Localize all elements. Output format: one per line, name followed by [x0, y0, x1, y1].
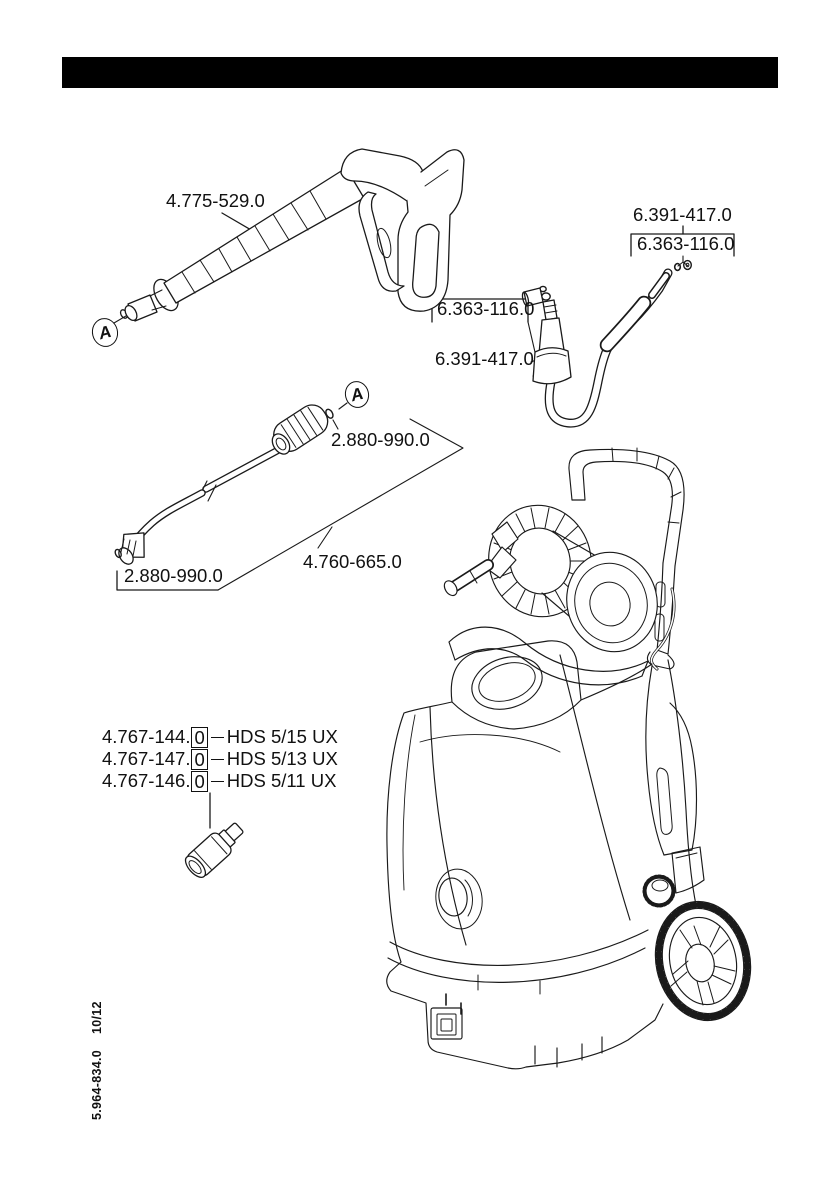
part-label-hose-mid-boxed: 6.363-116.0	[437, 298, 535, 319]
nozzle-model: HDS 5/13 UX	[226, 748, 338, 769]
nozzle-part-number: 4.767-144.	[102, 726, 191, 747]
nozzle-part-number: 4.767-147.	[102, 748, 191, 769]
nozzle-part-number: 4.767-146.	[102, 770, 191, 791]
high-pressure-hose-drawing	[521, 261, 691, 424]
boxed-revision-digit: 0	[191, 771, 207, 792]
spray-gun-drawing	[119, 149, 464, 322]
dash-line	[211, 781, 224, 782]
part-label-oring-bottom: 2.880-990.0	[124, 565, 223, 586]
part-label-gun: 4.775-529.0	[166, 190, 265, 211]
nozzle-kit-row	[102, 748, 338, 770]
boxed-revision-digit: 0	[191, 727, 207, 748]
doc-date: 10/12	[90, 1001, 104, 1034]
part-label-hose-mid: 6.391-417.0	[435, 348, 534, 369]
datum-mark-a-lance: A	[342, 378, 372, 410]
datum-mark-a-gun: A	[89, 315, 121, 349]
part-label-lance: 4.760-665.0	[303, 551, 402, 572]
nozzle-kit-row	[102, 726, 338, 748]
part-label-hose-top-boxed: 6.363-116.0	[637, 233, 735, 254]
boxed-revision-digit: 0	[191, 749, 207, 770]
nozzle-kit-row	[102, 770, 336, 792]
pressure-washer-machine-drawing	[387, 448, 762, 1069]
document-number-footer	[90, 948, 104, 1120]
nozzle-model: HDS 5/11 UX	[226, 770, 337, 791]
dash-line	[211, 737, 224, 738]
dash-line	[211, 759, 224, 760]
part-label-hose-top: 6.391-417.0	[633, 204, 732, 225]
nozzle-drawing	[182, 817, 249, 881]
nozzle-model: HDS 5/15 UX	[226, 726, 338, 747]
part-label-oring-top: 2.880-990.0	[331, 429, 430, 450]
doc-number: 5.964-834.0	[90, 1049, 104, 1120]
